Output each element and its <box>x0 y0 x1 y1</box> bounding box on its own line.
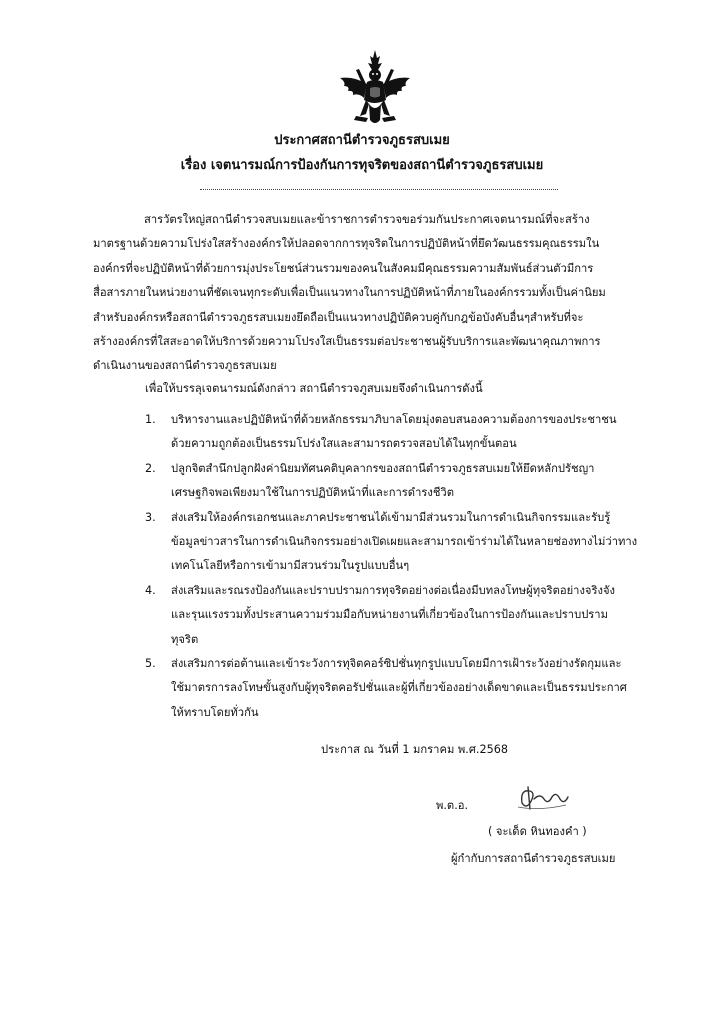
item-line: เทคโนโลยีหรือการเข้ามามีสวนร่วมในรูปแบบอื่นๆ <box>171 559 410 573</box>
paragraph-line: สำหรับองค์กรหรือสถานีตำรวจภูธรสบเมยงยึดถือเป็นแนวทางปฏิบัติควบคู่กับกฎข้อบังคับอื่นๆสำหรับที่จะ <box>93 310 584 324</box>
item-line: ทุจริต <box>171 632 199 646</box>
announcement-date: ประกาส ณ วันที่ 1 มกราคม พ.ศ.2568 <box>321 743 508 756</box>
paragraph-line: ดำเนินงานของสถานีตำรวจภูธรสบเมย <box>93 359 277 373</box>
signer-position: ผู้กำกับการสถานีตำรวจภูธรสบเมย <box>451 852 616 865</box>
dotted-divider <box>200 189 558 190</box>
item-line: ใช้มาตรการลงโทษขั้นสูงกับผู้ทุจริตคอรัปชั่นและผู้ที่เกี่ยวข้องอย่างเด็ดขาดและเป็นธรรมประกาศ <box>171 681 627 695</box>
garuda-emblem-icon <box>336 48 414 130</box>
paragraph-line: สารวัตรใหญ่สถานีตำรวจสบเมยและข้าราชการตำรวจขอร่วมกันประกาศเจตนารมณ์ที่จะสร้าง <box>144 213 590 226</box>
item-number: 1. <box>145 413 156 426</box>
item-number: 2. <box>145 461 156 475</box>
item-number: 5. <box>145 657 156 671</box>
item-line: ปลูกจิตสำนึกปลูกฝังค่านิยมทัศนคติบุคลากรของสถานีตำรวจภูธรสบเมยให้ยึดหลักปรัชญา <box>171 461 595 475</box>
list-item <box>145 457 665 506</box>
item-number: 3. <box>145 510 156 524</box>
item-line: และรุนแรงรวมทั้งประสานความร่วมมือกับหน่ายงานที่เกี่ยวข้องในการป้องกันและปราบปราม <box>171 608 608 622</box>
signer-rank: พ.ต.อ. <box>436 799 469 812</box>
signer-name: ( จะเด็ด หินทองคำ ) <box>488 825 587 838</box>
action-list <box>145 408 665 725</box>
item-line: ข้อมูลข่าวสารในการดำเนินกิจกรรมอย่างเปิดเผยและสามารถเข้าร่ามได้ในหลายช่องทางไม่ว่าทาง <box>171 535 638 549</box>
item-line: เศรษฐกิจพอเพียงมาใช้ในการปฏิบัติหน้าที่และการดำรงชีวิต <box>171 486 454 500</box>
announcement-subject: เรื่อง เจตนารมณ์การป้องกันการทุจริตของสถานีตำรวจภูธรสบเมย <box>180 158 544 173</box>
action-intro: เพื่อให้บรรลุเจตนารมณ์ดังกล่าว สถานีตำรวจภูสบเมยจึงดำเนินการดังนี้ <box>145 382 483 395</box>
list-item <box>145 652 665 725</box>
announcement-title: ประกาศสถานีตำรวจภูธรสบเมย <box>274 133 450 148</box>
paragraph-line: สื่อสารภายในหน่วยงานที่ชัดเจนทุกระดับเพื่อเป็นแนวทางในการปฏิบัติหน้าที่ภายในองค์กรรวมทั้งเป็นค่านิยม <box>93 286 606 300</box>
item-line: ด้วยความถูกต้องเป็นธรรมโปร่งใสและสามารถตรวจสอบได้ในทุกขั้นตอน <box>171 437 517 451</box>
item-number: 4. <box>145 583 156 597</box>
item-line: บริหารงานและปฏิบัติหน้าที่ด้วยหลักธรรมาภิบาลโดยมุ่งตอบสนองความต้องการของประชาชน <box>171 413 617 426</box>
item-line: ส่งเสริมการต่อต้านและเข้าระวังการทุจิตคอร์ซิปชั่นทุกรูปแบบโดยมีการเฝ้าระวังอย่างรัดกุมและ <box>171 657 622 671</box>
paragraph-line: มาตรฐานด้วยความโปร่งใสสร้างองค์กรให้ปลอดจากการทุจริตในการปฏิบัติหน้าที่ยึดวัฒนธรรมคุณธรรมใน <box>93 237 600 251</box>
intro-paragraph <box>93 208 649 379</box>
signature-icon <box>510 783 572 813</box>
item-line: ส่งเสริมและรณรงป้องกันและปราบปรามการทุจริตอย่างต่อเนื่องมีบทลงโทษผู้ทุจริตอย่างจริงจัง <box>171 583 615 597</box>
item-line: ให้ทราบโดยทั่วกัน <box>171 705 259 719</box>
paragraph-line: องค์กรที่จะปฏิบัติหน้าที่ด้วยการมุ่งประโยชน์ส่วนรวมของคนในสังคมมีคุณธรรมความสัมพันธ์ส่วนตัวมีการ <box>93 261 594 275</box>
item-line: ส่งเสริมให้องค์กรเอกชนและภาคประชาชนได้เข้ามามีส่วนรวมในการดำเนินกิจกรรมและรับรู้ <box>171 510 611 524</box>
list-item <box>145 579 665 652</box>
list-item <box>145 408 665 457</box>
list-item <box>145 506 665 579</box>
paragraph-line: สร้างองค์กรที่ใสสะอาดให้บริการด้วยความโปรงใสเป็นธรรมต่อประชาชนผู้รับบริการและพัฒนาคุณภาพการ <box>93 335 601 349</box>
